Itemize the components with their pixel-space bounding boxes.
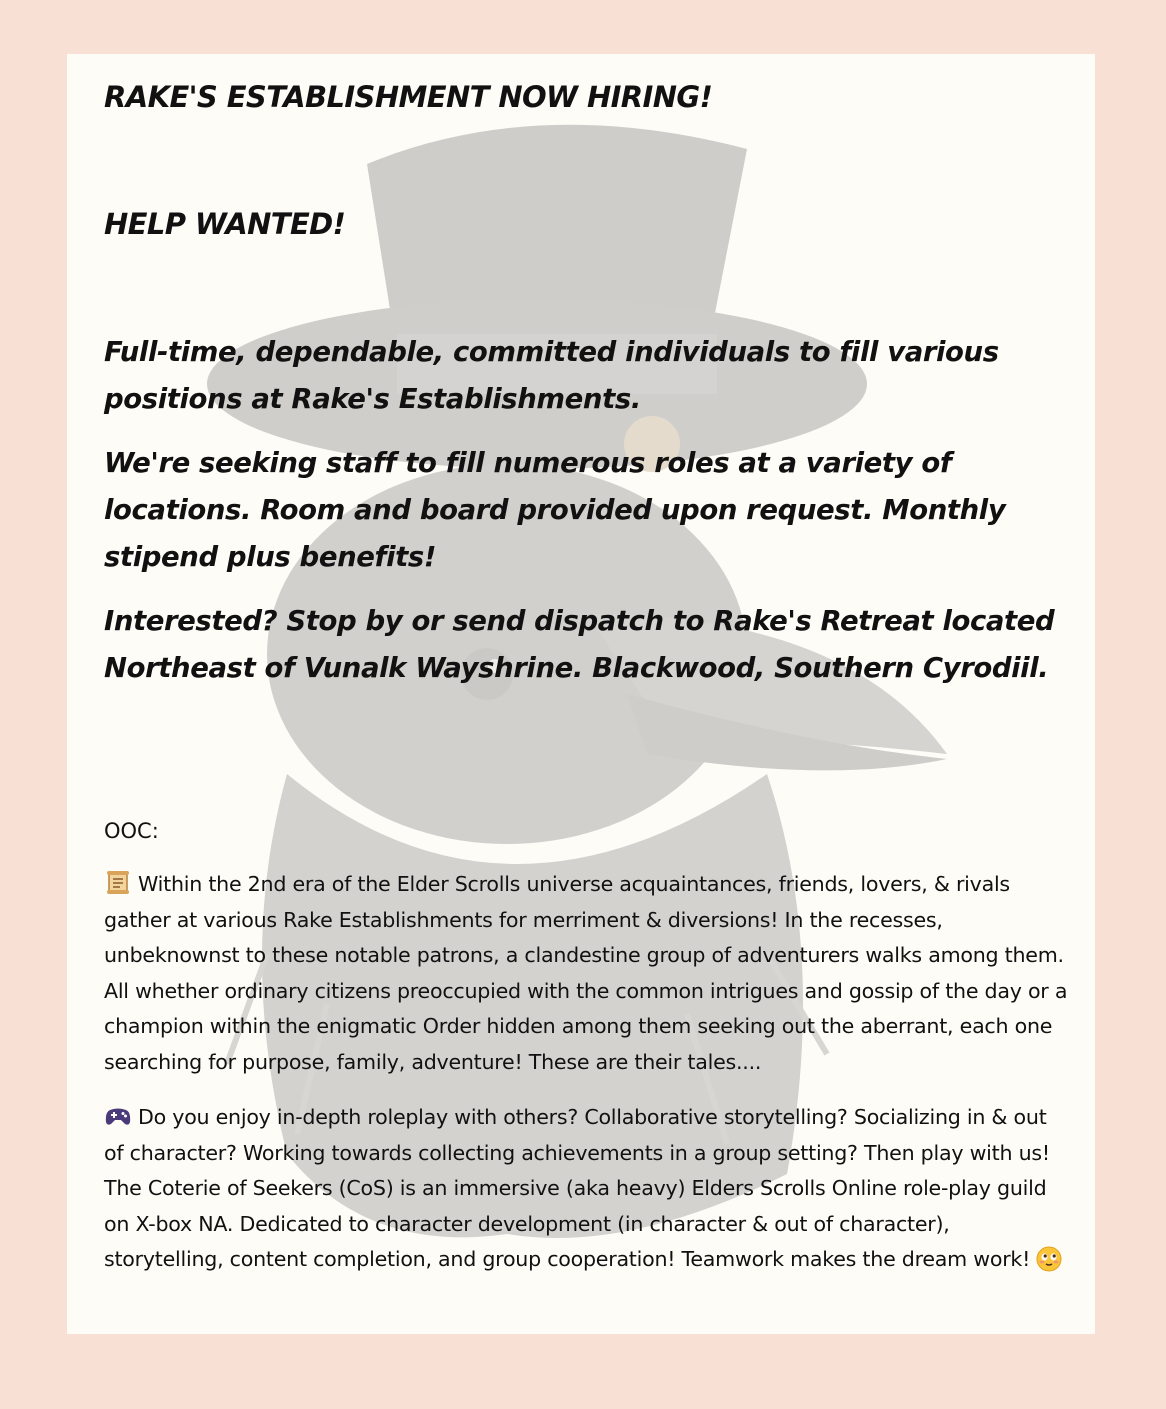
lore-text: Within the 2nd era of the Elder Scrolls universe acquaintances, friends, lovers, & rivals gather at various Rake Establishments for merriment & diversions! In the recesses, unbeknownst to these notable patrons, a clandestine group of adventurers walks among them. All whether ordinary citizens preoccupied with the common intrigues and gossip of the day or a champion within the enigmatic Order hidden among them seeking out the aberrant, each one searching for purpose, family, adventure! These are their tales.... — [104, 872, 1068, 1074]
job-description-paragraph: Full-time, dependable, committed individuals to fill various positions at Rake's Establishments. — [104, 336, 999, 415]
smiling-face-icon — [1036, 1246, 1062, 1272]
scroll-icon — [104, 870, 132, 896]
guild-text: Do you enjoy in-depth roleplay with others? Collaborative storytelling? Socializing in & out of character? Working towards collecting achievements in a group setting? Then play with us! The Coterie of Seekers (CoS) is an immersive (aka heavy) Elders Scrolls Online role-play guild on X-box NA. Dedicated to character development (in character & out of character), storytelling, content completion, and group cooperation! Teamwork makes the dream work! — [104, 1105, 1050, 1271]
flyer-panel — [67, 54, 1095, 1334]
game-controller-icon — [104, 1103, 132, 1129]
flyer-headline: RAKE'S ESTABLISHMENT NOW HIRING! — [104, 80, 713, 114]
contact-paragraph: Interested? Stop by or send dispatch to Rake's Retreat located Northeast of Vunalk Wayshrine. Blackwood, Southern Cyrodiil. — [104, 605, 1055, 684]
flyer-subheadline: HELP WANTED! — [104, 207, 346, 241]
roles-paragraph: We're seeking staff to fill numerous roles at a variety of locations. Room and board provided upon request. Monthly stipend plus benefits! — [104, 447, 1006, 573]
guild-paragraph — [104, 1100, 1070, 1278]
ooc-label: OOC: — [104, 819, 159, 843]
lore-paragraph — [104, 867, 1070, 1080]
